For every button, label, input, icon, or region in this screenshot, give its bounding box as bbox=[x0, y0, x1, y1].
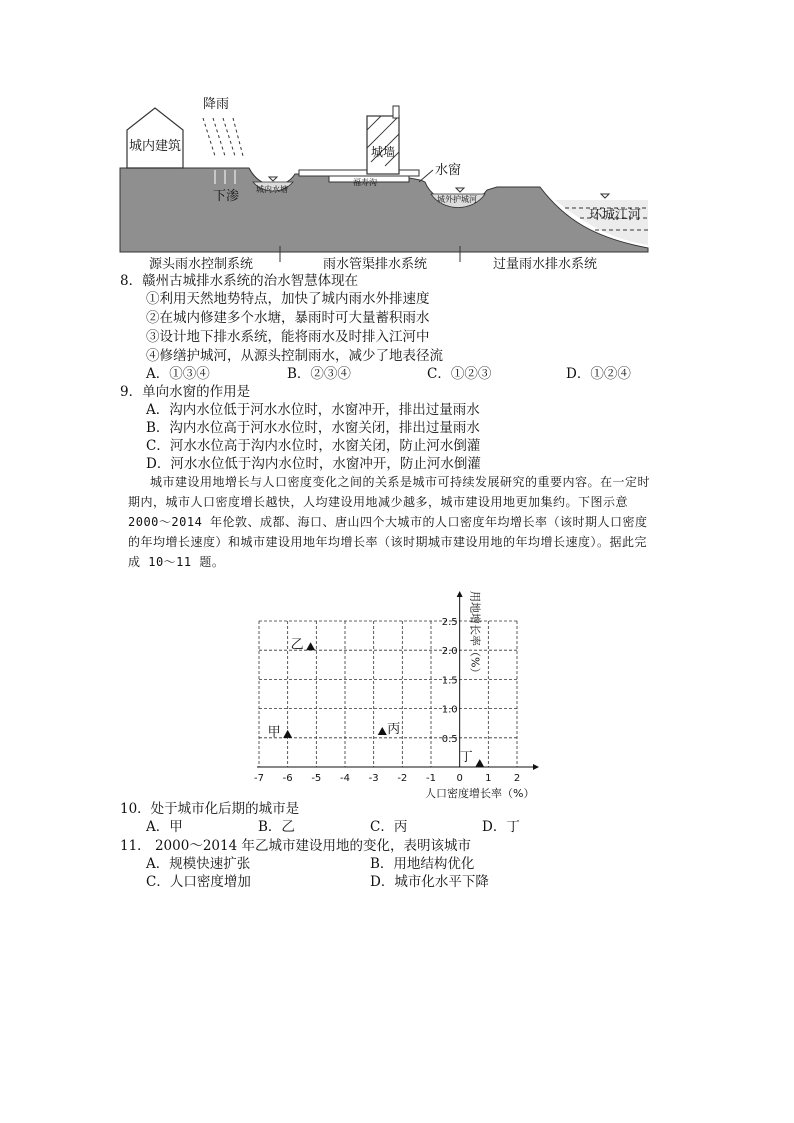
q8-option-b[interactable]: B．②③④ bbox=[287, 366, 351, 382]
system-1-label: 源头雨水控制系统 bbox=[149, 257, 254, 272]
data-point-label: 丙 bbox=[387, 721, 401, 737]
x-axis-arrow bbox=[533, 764, 539, 770]
q10-option-a[interactable]: A．甲 bbox=[146, 819, 183, 835]
x-tick-label: -2 bbox=[397, 773, 408, 784]
y-tick-label: 2.0 bbox=[441, 646, 458, 658]
x-tick-label: -1 bbox=[426, 773, 436, 784]
data-point-label: 乙 bbox=[290, 637, 304, 653]
q9-option-a[interactable]: A．沟内水位低于河水水位时，水窗冲开，排出过量雨水 bbox=[146, 402, 480, 418]
q9-option-b[interactable]: B．沟内水位高于河水水位时，水窗关闭，排出过量雨水 bbox=[146, 420, 480, 436]
x-tick-label: 0 bbox=[456, 773, 463, 784]
y-tick-label: 2.5 bbox=[441, 617, 458, 628]
q8-item-1: ①利用天然地势特点，加快了城内雨水外排速度 bbox=[146, 291, 430, 307]
y-tick-label: 1.5 bbox=[441, 675, 458, 687]
q11-option-b[interactable]: B．用地结构优化 bbox=[370, 856, 475, 872]
building-label: 城内建筑 bbox=[129, 139, 182, 154]
q11-option-a[interactable]: A．规模快速扩张 bbox=[146, 856, 251, 872]
x-tick-label: -6 bbox=[282, 773, 293, 784]
q8-item-2: ②在城内修建多个水塘，暴雨时可大量蓄积雨水 bbox=[146, 310, 430, 326]
data-point-marker bbox=[306, 642, 315, 650]
q8-item-4: ④修缮护城河，从源头控制雨水，减少了地表径流 bbox=[146, 348, 443, 364]
intro-paragraph: 城市建设用地增长与人口密度变化之间的关系是城市可持续发展研究的重要内容。在一定时期内，城市人口密度增长越快，人均建设用地减少越多，城市建设用地更加集约。下图示意 2000～2014 年伦敦、成都、海口、唐山四个大城市的人口密度年均增长率（该时期人口密度的年均增长速度）和城市建设用地年均增长率（该时期城市建设用地的年均增长速度）。据此完成 10～11 题。 bbox=[128, 475, 651, 569]
rain-icon bbox=[203, 118, 243, 156]
pond-label: 城内水塘 bbox=[256, 185, 288, 194]
q10-option-d[interactable]: D．丁 bbox=[482, 819, 520, 835]
ditch-label: 福寿沟 bbox=[353, 178, 377, 187]
y-axis-arrow bbox=[457, 591, 463, 597]
x-tick-label: -5 bbox=[311, 773, 322, 784]
q8-stem: 8．赣州古城排水系统的治水智慧体现在 bbox=[120, 273, 359, 289]
data-point-label: 丁 bbox=[459, 750, 473, 766]
chart-axes bbox=[257, 591, 539, 770]
q9-option-c[interactable]: C．河水水位高于沟内水位时，水窗关闭，防止河水倒灌 bbox=[146, 438, 481, 454]
x-tick-label: 1 bbox=[485, 773, 492, 784]
data-point-marker bbox=[283, 730, 292, 738]
q8-option-a[interactable]: A．①③④ bbox=[146, 366, 210, 382]
system-2-label: 雨水管渠排水系统 bbox=[323, 257, 428, 272]
q8-item-3: ③设计地下排水系统，能将雨水及时排入江河中 bbox=[146, 329, 430, 345]
q10-option-b[interactable]: B．乙 bbox=[258, 819, 295, 835]
y-tick-label: 0.5 bbox=[441, 733, 458, 745]
q11-option-d[interactable]: D．城市化水平下降 bbox=[370, 874, 489, 890]
x-axis-label: 人口密度增长率（%） bbox=[425, 787, 535, 800]
q8-option-d[interactable]: D．①②④ bbox=[566, 366, 631, 382]
drainage-diagram bbox=[115, 90, 655, 272]
moat-label: 城外护城河 bbox=[437, 195, 477, 204]
system-3-label: 过量雨水排水系统 bbox=[493, 257, 598, 272]
q9-stem: 9．单向水窗的作用是 bbox=[120, 384, 251, 400]
q9-option-d[interactable]: D．河水水位低于沟内水位时，水窗冲开，防止河水倒灌 bbox=[146, 456, 481, 472]
q11-option-c[interactable]: C．人口密度增加 bbox=[146, 874, 251, 890]
seep-label: 下渗 bbox=[213, 189, 240, 204]
y-axis-label: 用地增长率（%） bbox=[468, 591, 482, 679]
building-icon bbox=[127, 108, 183, 168]
wall-label: 城墙 bbox=[371, 145, 396, 159]
data-point-marker bbox=[475, 759, 484, 767]
window-label: 水窗 bbox=[435, 163, 462, 178]
x-tick-label: -4 bbox=[340, 773, 350, 784]
y-tick-label: 1.0 bbox=[441, 704, 458, 716]
q10-stem: 10．处于城市化后期的城市是 bbox=[120, 801, 300, 817]
data-point-label: 甲 bbox=[267, 724, 281, 740]
q8-option-c[interactable]: C．①②③ bbox=[427, 366, 492, 382]
rain-label: 降雨 bbox=[203, 97, 230, 112]
data-point-marker bbox=[378, 727, 387, 735]
q11-stem: 11． 2000～2014 年乙城市建设用地的变化，表明该城市 bbox=[120, 838, 471, 854]
scatter-chart bbox=[245, 585, 555, 803]
x-tick-label: 2 bbox=[513, 773, 521, 784]
x-tick-label: -3 bbox=[368, 773, 379, 784]
q10-option-c[interactable]: C．丙 bbox=[370, 819, 408, 835]
river-label: 环城江河 bbox=[589, 208, 642, 223]
x-tick-label: -7 bbox=[254, 773, 264, 784]
